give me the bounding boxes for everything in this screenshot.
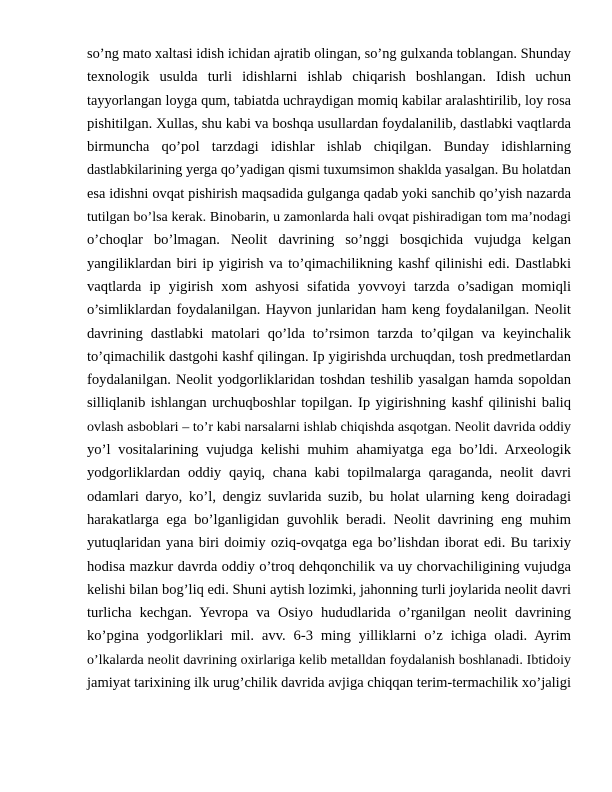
text-line: harakatlarga ega bo’lganligidan guvohlik beradi. Neolit davrining eng muhim	[87, 511, 571, 528]
text-line: dastlabkilarining yerga qo’yadigan qismi tuxumsimon shaklda yasalgan. Bu holatdan	[87, 162, 571, 179]
body-text	[87, 43, 571, 695]
text-line: o’simliklardan foydalanilgan. Hayvon junlaridan ham keng foydalanilgan. Neolit	[87, 302, 571, 319]
text-line: yangiliklardan biri ip yigirish va to’qimachilikning kashf qilinishi edi. Dastlabki	[87, 255, 571, 272]
text-line: tayyorlangan loyga qum, tabiatda uchraydigan momiq kabilar aralashtirilib, loy rosa	[87, 92, 571, 109]
text-line: yodgorliklardan oddiy qayiq, chana kabi topilmalarga qaraganda, neolit davri	[87, 465, 571, 482]
text-line: so’ng mato xaltasi idish ichidan ajratib olingan, so’ng gulxanda toblangan. Shunday	[87, 46, 571, 62]
text-line: ko’pgina yodgorliklari mil. avv. 6-3 ming yilliklarni o’z ichiga oladi. Ayrim	[87, 628, 571, 645]
text-line: silliqlanib ishlangan urchuqboshlar topilgan. Ip yigirishning kashf qilinishi baliq	[87, 395, 571, 412]
text-line: odamlari daryo, ko’l, dengiz suvlarida suzib, bu holat ularning keng doiradagi	[87, 488, 571, 505]
text-line: ovlash asboblari – to’r kabi narsalarni ishlab chiqishda asqotgan. Neolit davrida oddiy	[87, 419, 571, 435]
text-line: yutuqlaridan yana biri doimiy oziq-ovqatga ega bo’lishdan iborat edi. Bu tarixiy	[87, 535, 571, 552]
text-line: birmuncha qo’pol tarzdagi idishlar ishlab chiqilgan. Bunday idishlarning	[87, 139, 571, 156]
text-line: pishitilgan. Xullas, shu kabi va boshqa usullardan foydalanilib, dastlabki vaqtlarda	[87, 115, 571, 132]
text-line: o’choqlar bo’lmagan. Neolit davrining so’nggi bosqichida vujudga kelgan	[87, 232, 571, 249]
text-line: esa idishni ovqat pishirish maqsadida gulganga qadab yoki sanchib qo’yish nazarda	[87, 185, 571, 202]
text-line: hodisa mazkur davrda oddiy o’troq dehqonchilik va uy chorvachiligining vujudga	[87, 558, 571, 575]
text-line: foydalanilgan. Neolit yodgorliklaridan toshdan teshilib yasalgan hamda sopoldan	[87, 372, 571, 389]
text-line: tutilgan bo’lsa kerak. Binobarin, u zamonlarda hali ovqat pishiradigan tom ma’nodagi	[87, 210, 571, 226]
text-line: kelishi bilan bog’liq edi. Shuni aytish lozimki, jahonning turli joylarida neolit davri	[87, 581, 571, 598]
text-line: to’qimachilik dastgohi kashf qilingan. Ip yigirishda urchuqdan, tosh predmetlardan	[87, 348, 571, 365]
text-line: vaqtlarda ip yigirish xom ashyosi sifatida yovvoyi tarzda o’sadigan momiqli	[87, 278, 571, 295]
text-line: o’lkalarda neolit davrining oxirlariga kelib metalldan foydalanish boshlanadi. Ibtidoiy	[87, 652, 571, 668]
text-line: davrining dastlabki matolari qo’lda to’rsimon tarzda to’qilgan va keyinchalik	[87, 325, 571, 342]
text-line: jamiyat tarixining ilk urug’chilik davrida avjiga chiqqan terim-termachilik xo’jaligi	[87, 675, 571, 692]
text-line: yo’l vositalarining vujudga kelishi muhim ahamiyatga ega bo’ldi. Arxeologik	[87, 442, 571, 459]
text-line: texnologik usulda turli idishlarni ishlab chiqarish boshlangan. Idish uchun	[87, 69, 571, 86]
text-line: turlicha kechgan. Yevropa va Osiyo hududlarida o’rganilgan neolit davrining	[87, 605, 571, 622]
